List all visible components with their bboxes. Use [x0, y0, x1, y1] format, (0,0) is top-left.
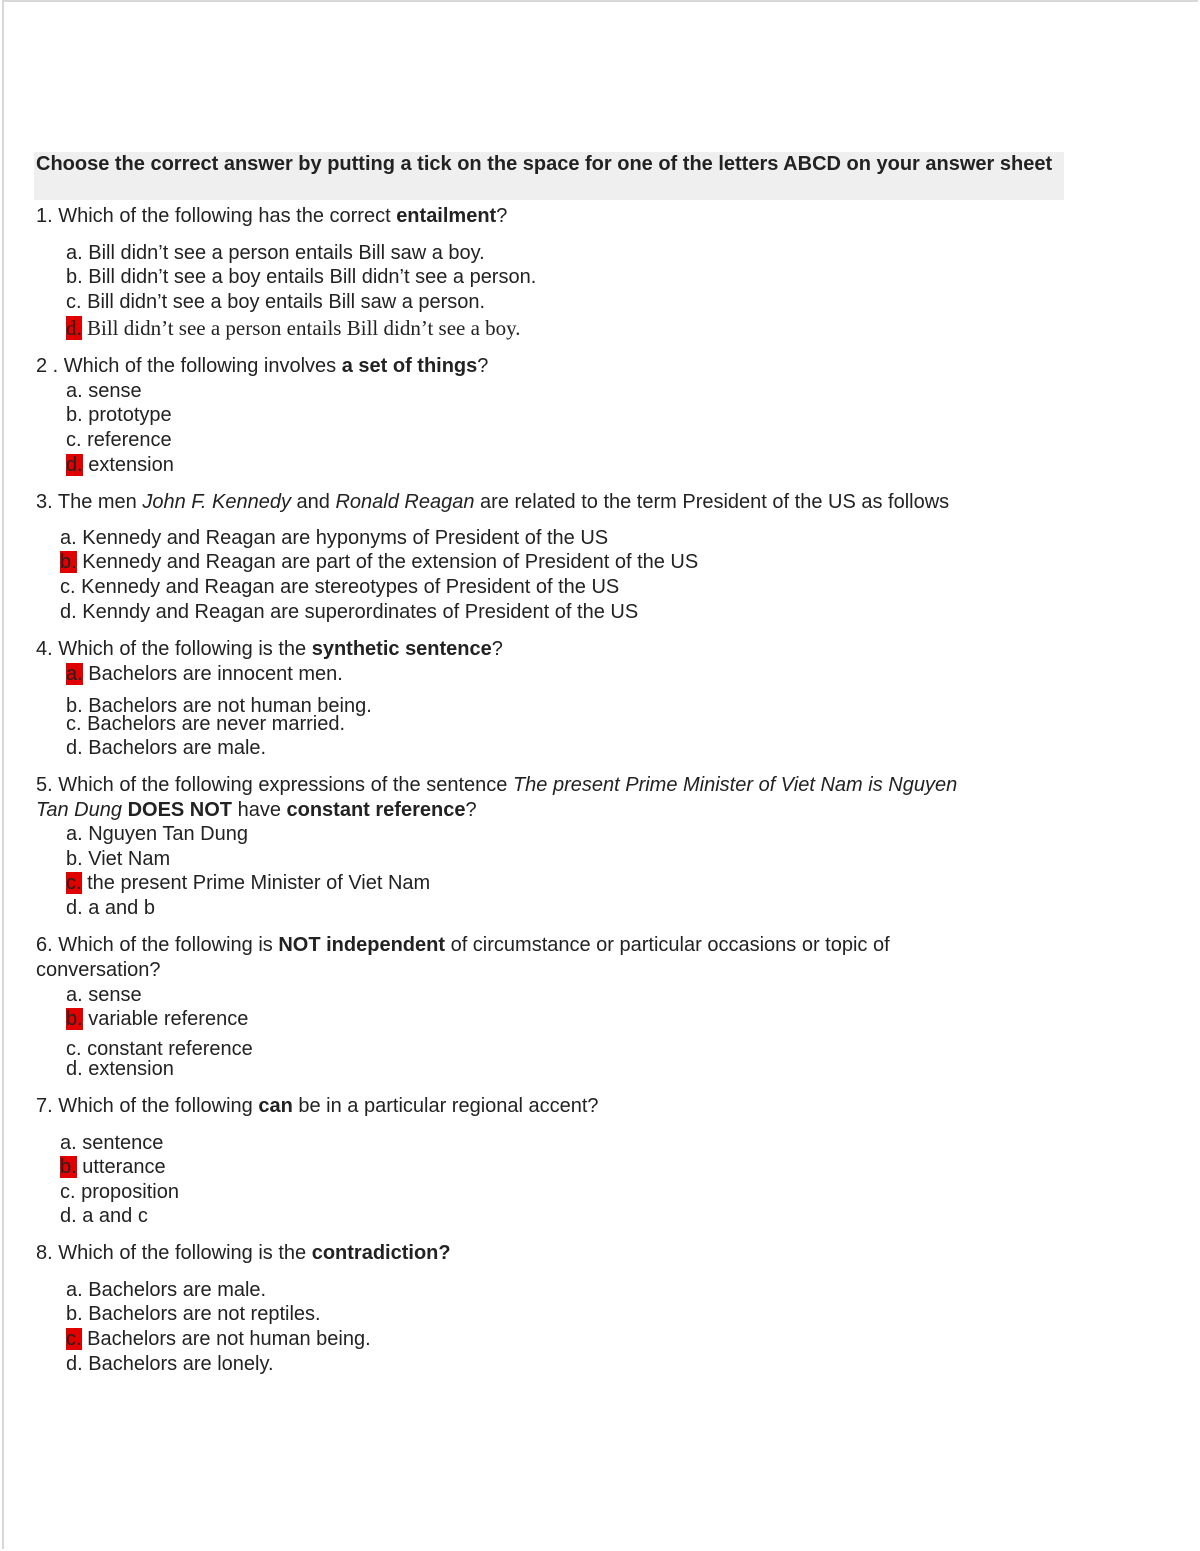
q2-option-d: d. extension [66, 454, 174, 476]
answer-highlight: b. [60, 551, 77, 573]
q4-option-a: a. Bachelors are innocent men. [66, 663, 343, 685]
q3-option-c: c. Kennedy and Reagan are stereotypes of President of the US [60, 576, 620, 598]
q3-option-d: d. Kenndy and Reagan are superordinates of President of the US [60, 601, 639, 623]
answer-highlight: b. [60, 1156, 77, 1178]
question-1: 1. Which of the following has the correct entailment? [36, 205, 508, 227]
answer-highlight: d. [66, 316, 82, 340]
answer-highlight: c. [66, 1328, 82, 1350]
q7-option-b: b. utterance [60, 1156, 166, 1178]
q1-option-a: a. Bill didn’t see a person entails Bill saw a boy. [66, 242, 485, 264]
answer-highlight: a. [66, 663, 83, 685]
question-5-line-2: Tan Dung DOES NOT have constant reference? [36, 799, 477, 821]
q2-option-b: b. prototype [66, 404, 172, 426]
q3-option-b: b. Kennedy and Reagan are part of the extension of President of the US [60, 551, 699, 573]
q4-option-b: b. Bachelors are not human being. [66, 695, 372, 717]
q8-option-c: c. Bachelors are not human being. [66, 1328, 371, 1350]
answer-highlight: b. [66, 1008, 83, 1030]
q7-option-c: c. proposition [60, 1181, 179, 1203]
q1-option-b: b. Bill didn’t see a boy entails Bill didn’t see a person. [66, 266, 537, 288]
question-5: 5. Which of the following expressions of the sentence The present Prime Minister of Viet Nam is Nguyen [36, 774, 958, 796]
question-6-line-2: conversation? [36, 959, 161, 981]
question-8: 8. Which of the following is the contradiction? [36, 1242, 451, 1264]
q2-option-a: a. sense [66, 380, 142, 402]
q8-option-d: d. Bachelors are lonely. [66, 1353, 274, 1375]
q3-option-a: a. Kennedy and Reagan are hyponyms of President of the US [60, 527, 609, 549]
question-7: 7. Which of the following can be in a particular regional accent? [36, 1095, 599, 1117]
q5-option-b: b. Viet Nam [66, 848, 171, 870]
q4-option-c: c. Bachelors are never married. [66, 713, 346, 735]
question-4: 4. Which of the following is the synthetic sentence? [36, 638, 503, 660]
q4-option-d: d. Bachelors are male. [66, 737, 267, 759]
instruction-heading: Choose the correct answer by putting a tick on the space for one of the letters ABCD on your answer sheet [34, 152, 1064, 200]
q5-option-a: a. Nguyen Tan Dung [66, 823, 248, 845]
answer-highlight: c. [66, 872, 82, 894]
question-3: 3. The men John F. Kennedy and Ronald Reagan are related to the term President of the US as follows [36, 491, 950, 513]
q6-option-d: d. extension [66, 1058, 174, 1080]
document-page [2, 0, 1198, 1549]
q7-option-a: a. sentence [60, 1132, 164, 1154]
q6-option-b: b. variable reference [66, 1008, 249, 1030]
question-6: 6. Which of the following is NOT independent of circumstance or particular occasions or topic of [36, 934, 890, 956]
q8-option-b: b. Bachelors are not reptiles. [66, 1303, 321, 1325]
q5-option-c: c. the present Prime Minister of Viet Nam [66, 872, 431, 894]
q6-option-a: a. sense [66, 984, 142, 1006]
q2-option-c: c. reference [66, 429, 172, 451]
q8-option-a: a. Bachelors are male. [66, 1279, 267, 1301]
q1-option-d: d. Bill didn’t see a person entails Bill didn’t see a boy. [66, 316, 521, 340]
q5-option-d: d. a and b [66, 897, 155, 919]
q7-option-d: d. a and c [60, 1205, 148, 1227]
answer-highlight: d. [66, 454, 83, 476]
question-2: 2 . Which of the following involves a set of things? [36, 355, 489, 377]
q1-option-c: c. Bill didn’t see a boy entails Bill saw a person. [66, 291, 486, 313]
q6-option-c: c. constant reference [66, 1038, 253, 1060]
